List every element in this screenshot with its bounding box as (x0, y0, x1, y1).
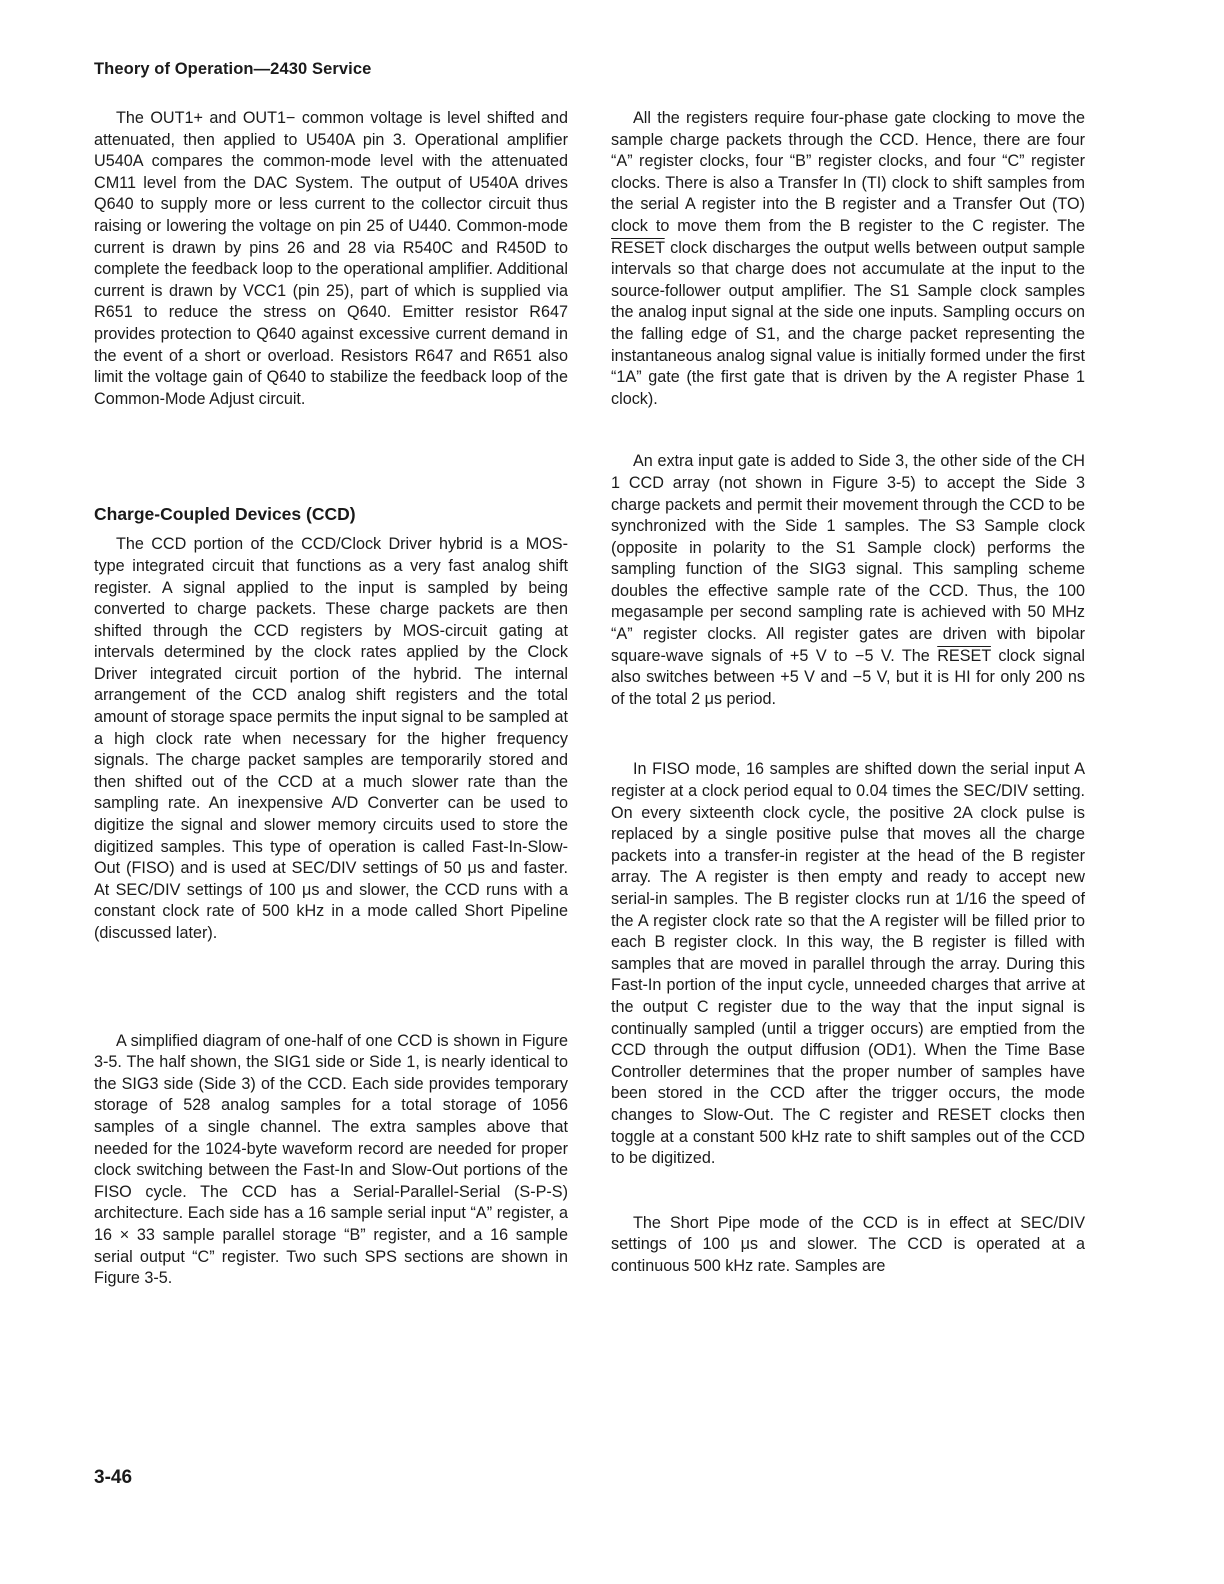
running-header: Theory of Operation—2430 Service (94, 60, 372, 78)
paragraph-register-clocks: All the registers require four-phase gate clocking to move the sample charge packets through the CCD. Hence, there are four “A” register clocks, four “B” register clocks, and four “C” register clocks. There is also a Transfer In (TI) clock to shift samples from the serial A register into the B register and a Transfer Out (TO) clock to move them from the B register to the C register. The RESET clock discharges the output wells between output sample intervals so that charge does not accumulate at the input to the source-follower output amplifier. The S1 Sample clock samples the analog input signal at the side one inputs. Sampling occurs on the falling edge of S1, and the charge packet representing the instantaneous analog signal value is initially formed under the first “1A” gate (the first gate that is driven by the A register Phase 1 clock). (611, 109, 1085, 408)
paragraph-short-pipe: The Short Pipe mode of the CCD is in effect at SEC/DIV settings of 100 μs and slower. The CCD is operated at a continuous 500 kHz rate. Samples are (611, 1213, 1085, 1275)
paragraph-side3-input: An extra input gate is added to Side 3, the other side of the CH 1 CCD array (not shown in Figure 3-5) to accept the Side 3 charge packets and permit their movement through the CCD to be synchronized with the Side 1 samples. The S3 Sample clock (opposite in polarity to the S1 Sample clock) performs the sampling function of the SIG3 signal. This sampling scheme doubles the effective sample rate of the CCD. Thus, the 100 megasample per second sampling rate is achieved with 50 MHz “A” register clocks. All register gates are driven with bipolar square-wave signals of +5 V to −5 V. The RESET clock signal also switches between +5 V and −5 V, but it is HI for only 200 ns of the total 2 μs period. (611, 452, 1085, 708)
paragraph-fiso-mode: In FISO mode, 16 samples are shifted down the serial input A register at a clock period equal to 0.04 times the SEC/DIV setting. On every sixteenth clock cycle, the positive 2A clock pulse is replaced by a single positive pulse that moves all the charge packets into a transfer-in register at the head of the B register array. The A register is then empty and ready to accept new serial-in samples. The B register clocks run at 1/16 the speed of the A register clock rate so that the A register will be filled prior to each B register clock. In this way, the B register is filled with samples that are moved in parallel through the array. During this Fast-In portion of the input cycle, unneeded charges that arrive at the output C register due to the way that the input signal is continually sampled (until a trigger occurs) are emptied from the CCD through the output diffusion (OD1). When the Time Base Controller determines that the proper number of samples have been stored in the CCD after the trigger occurs, the mode changes to Slow-Out. The C register and RESET clocks then toggle at a constant 500 kHz rate to shift samples out of the CCD to be digitized. (611, 760, 1085, 1168)
page-number: 3-46 (94, 1467, 133, 1488)
left-column (94, 108, 568, 1290)
reset-overline: RESET (937, 646, 991, 665)
section-heading-ccd: Charge-Coupled Devices (CCD) (94, 504, 356, 525)
reset-overline: RESET (611, 238, 665, 257)
right-column (611, 108, 1085, 1278)
paragraph-ccd-diagram: A simplified diagram of one-half of one CCD is shown in Figure 3-5. The half shown, the SIG1 side or Side 1, is nearly identical to the SIG3 side (Side 3) of the CCD. Each side provides temporary storage of 528 analog samples for a total storage of 1056 samples of a single channel. The extra samples above that needed for the 1024-byte waveform record are needed for proper clock switching between the Fast-In and Slow-Out portions of the FISO cycle. The CCD has a Serial-Parallel-Serial (S-P-S) architecture. Each side has a 16 sample serial input “A” register, a 16 × 33 sample parallel storage “B” register, and a 16 sample serial output “C” register. Two such SPS sections are shown in Figure 3-5. (94, 1031, 568, 1288)
paragraph-common-mode: The OUT1+ and OUT1− common voltage is level shifted and attenuated, then applied to U540A pin 3. Operational amplifier U540A compares the common-mode level with the attenuated CM11 level from the DAC System. The output of U540A drives Q640 to supply more or less current to the collector circuit thus raising or lowering the voltage on pin 25 of U440. Common-mode current is drawn by pins 26 and 28 via R540C and R450D to complete the feedback loop to the operational amplifier. Additional current is drawn by VCC1 (pin 25), part of which is supplied via R651 to reduce the stress on Q640. Emitter resistor R647 provides protection to Q640 against excessive current demand in the event of a short or overload. Resistors R647 and R651 also limit the voltage gain of Q640 to stabilize the feedback loop of the Common-Mode Adjust circuit. (94, 109, 568, 408)
paragraph-ccd-overview: The CCD portion of the CCD/Clock Driver hybrid is a MOS-type integrated circuit that functions as a very fast analog shift register. A signal applied to the input is sampled by being converted to charge packets. These charge packets are then shifted through the CCD registers by MOS-circuit gating at intervals determined by the clock rates applied by the Clock Driver integrated circuit portion of the hybrid. The internal arrangement of the CCD analog shift registers and the total amount of storage space permits the input signal to be sampled at a high clock rate when necessary for the higher frequency signals. The charge packet samples are temporarily stored and then shifted out of the CCD at a much slower rate than the sampling rate. An inexpensive A/D Converter can be used to digitize the signal and slower memory circuits used to store the digitized samples. This type of operation is called Fast-In-Slow-Out (FISO) and is used at SEC/DIV settings of 50 μs and faster. At SEC/DIV settings of 100 μs and slower, the CCD runs with a constant clock rate of 500 kHz in a mode called Short Pipeline (discussed later). (94, 535, 568, 942)
